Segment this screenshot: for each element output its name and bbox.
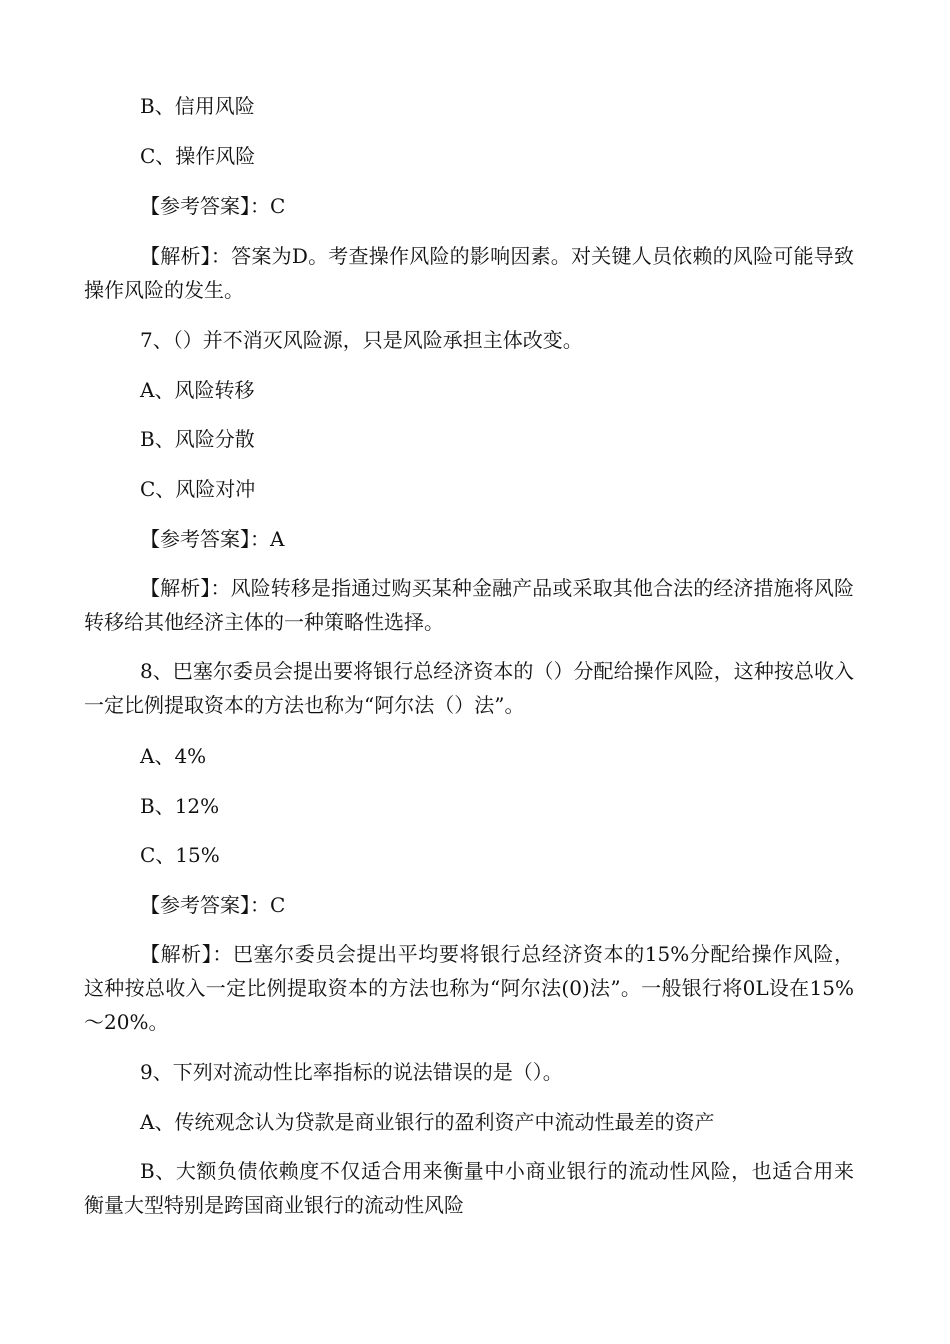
option-b-credit-risk: B、信用风险 bbox=[140, 94, 255, 118]
option-b-large-liability-dependence: B、大额负债依赖度不仅适合用来衡量中小商业银行的流动性风险，也适合用来衡量大型特别是跨国商业银行的流动性风险 bbox=[84, 1159, 854, 1217]
question-8: 8、巴塞尔委员会提出要将银行总经济资本的（）分配给操作风险，这种按总收入一定比例提取资本的方法也称为“阿尔法（）法”。 bbox=[84, 659, 854, 717]
reference-answer: 【参考答案】：C bbox=[140, 194, 286, 218]
option-a-loans-least-liquid: A、传统观念认为贷款是商业银行的盈利资产中流动性最差的资产 bbox=[140, 1110, 715, 1134]
option-a-risk-transfer: A、风险转移 bbox=[140, 378, 255, 402]
option-b-12-percent: B、12% bbox=[140, 794, 220, 818]
analysis-paragraph: 【解析】：风险转移是指通过购买某种金融产品或采取其他合法的经济措施将风险转移给其他经济主体的一种策略性选择。 bbox=[84, 576, 854, 634]
option-a-4-percent: A、4% bbox=[140, 744, 207, 768]
analysis-paragraph: 【解析】：答案为D。考查操作风险的影响因素。对关键人员依赖的风险可能导致操作风险的发生。 bbox=[84, 244, 854, 302]
question-9: 9、下列对流动性比率指标的说法错误的是（）。 bbox=[140, 1060, 563, 1084]
reference-answer: 【参考答案】：C bbox=[140, 893, 286, 917]
reference-answer: 【参考答案】：A bbox=[140, 527, 285, 551]
option-c-risk-hedging: C、风险对冲 bbox=[140, 477, 256, 501]
option-c-15-percent: C、15% bbox=[140, 843, 220, 867]
option-b-risk-diversification: B、风险分散 bbox=[140, 427, 255, 451]
question-7: 7、（）并不消灭风险源，只是风险承担主体改变。 bbox=[140, 328, 583, 352]
option-c-operational-risk: C、操作风险 bbox=[140, 144, 256, 168]
analysis-paragraph: 【解析】：巴塞尔委员会提出平均要将银行总经济资本的15%分配给操作风险，这种按总收入一定比例提取资本的方法也称为“阿尔法(0)法”。一般银行将0L设在15%～20%。 bbox=[84, 942, 854, 1034]
